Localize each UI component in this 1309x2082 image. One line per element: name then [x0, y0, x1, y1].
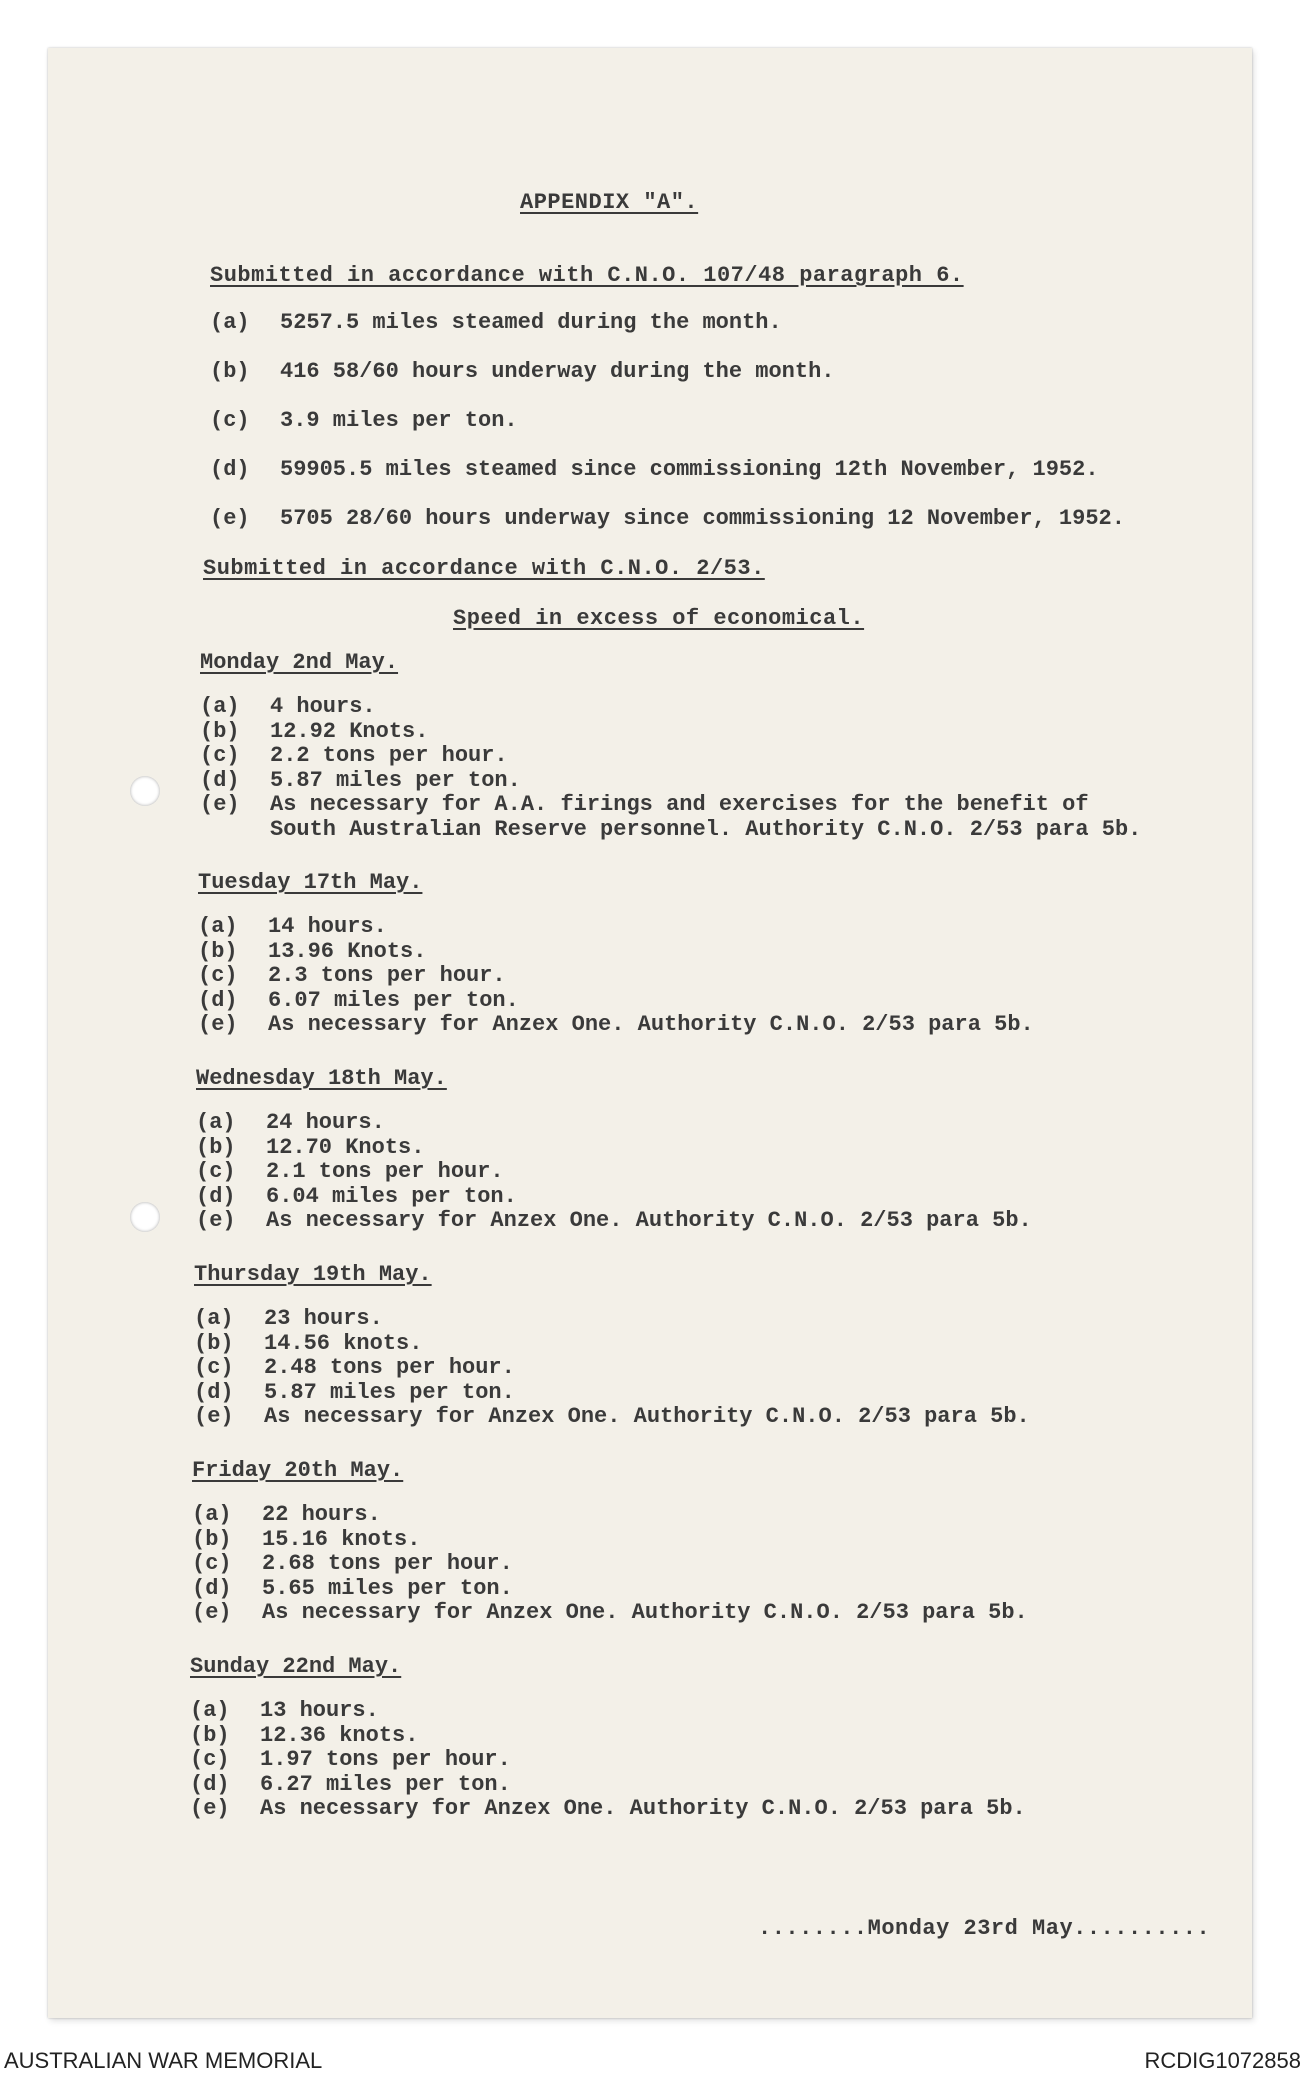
item-label: (c) [192, 1551, 232, 1576]
list-item [190, 1722, 419, 1749]
item-label: (e) [192, 1600, 232, 1625]
day-block-tuesday [198, 870, 1034, 1038]
item-label: (c) [198, 963, 238, 988]
item-label: (d) [198, 987, 238, 1013]
day-block-wednesday [196, 1066, 1032, 1234]
list-item [200, 743, 508, 769]
item-text: 1.97 tons per hour. [260, 1747, 511, 1772]
item-label: (e) [190, 1796, 230, 1821]
section2-heading: Submitted in accordance with C.N.O. 2/53. [203, 556, 765, 581]
item-text: 14.56 knots. [264, 1330, 423, 1356]
page-title: APPENDIX "A". [520, 190, 699, 215]
item-label: (b) [194, 1330, 234, 1356]
item-label: (a) [196, 1110, 236, 1135]
list-item [190, 1796, 1026, 1822]
item-label: (a) [198, 914, 238, 939]
item-text: 12.36 knots. [260, 1722, 419, 1748]
item-label: (c) [200, 743, 240, 768]
item-label: (c) [210, 408, 250, 433]
list-item [192, 1600, 1028, 1626]
list-item [196, 1183, 517, 1210]
day-block-friday [192, 1458, 1028, 1626]
item-text: 15.16 knots. [262, 1526, 421, 1552]
speed-heading: Speed in excess of economical. [453, 606, 865, 631]
item-label: (c) [190, 1747, 230, 1772]
item-label: (d) [192, 1575, 232, 1601]
item-label: (c) [194, 1355, 234, 1380]
list-item [194, 1307, 432, 1332]
day-block-sunday [190, 1654, 1026, 1822]
item-label: (b) [200, 718, 240, 744]
list-item [200, 767, 521, 794]
day-heading: Monday 2nd May. [200, 650, 399, 675]
item-label: (b) [192, 1526, 232, 1552]
item-label: (a) [190, 1698, 230, 1723]
item-text: 2.2 tons per hour. [270, 743, 508, 768]
list-item [196, 1136, 447, 1161]
item-text: As necessary for Anzex One. Authority C.N.O. 2/53 para 5b. [264, 1404, 1030, 1429]
item-text: As necessary for Anzex One. Authority C.N.O. 2/53 para 5b. [260, 1796, 1026, 1821]
item-label: (e) [196, 1208, 236, 1233]
list-item [198, 915, 422, 940]
item-label: (a) [192, 1502, 232, 1527]
list-item [198, 1012, 1034, 1038]
item-label: (e) [194, 1404, 234, 1429]
list-item [192, 1526, 421, 1553]
list-item [192, 1551, 513, 1577]
day-block-monday [200, 650, 1142, 842]
day-heading: Sunday 22nd May. [190, 1654, 402, 1679]
item-text: 2.68 tons per hour. [262, 1551, 513, 1576]
punch-hole [130, 776, 160, 806]
item-text: 5.65 miles per ton. [262, 1575, 513, 1601]
list-item [194, 1379, 515, 1406]
item-label: (a) [200, 694, 240, 719]
punch-hole [130, 1202, 160, 1232]
day-block-thursday [194, 1262, 1030, 1430]
list-item [192, 1575, 513, 1602]
list-item [198, 987, 519, 1014]
list-item [194, 1332, 432, 1357]
list-item [194, 1404, 1030, 1430]
section1-heading: Submitted in accordance with C.N.O. 107/48 paragraph 6. [210, 263, 964, 288]
item-text: 5257.5 miles steamed during the month. [280, 310, 782, 335]
item-text: As necessary for Anzex One. Authority C.N.O. 2/53 para 5b. [262, 1600, 1028, 1625]
item-label: (a) [210, 310, 250, 335]
item-text: 5.87 miles per ton. [264, 1379, 515, 1405]
list-item [192, 1503, 403, 1528]
item-text: 13.96 Knots. [268, 938, 427, 964]
list-item [190, 1747, 511, 1773]
item-label: (e) [200, 792, 240, 817]
item-text: 2.1 tons per hour. [266, 1159, 504, 1184]
day-heading: Wednesday 18th May. [196, 1066, 447, 1091]
list-item [190, 1699, 401, 1724]
item-text: 24 hours. [266, 1110, 385, 1135]
item-text: 13 hours. [260, 1698, 379, 1723]
item-text: As necessary for Anzex One. Authority C.N.O. 2/53 para 5b. [266, 1208, 1032, 1233]
item-text: 416 58/60 hours underway during the month. [280, 359, 835, 384]
list-item [200, 816, 1142, 843]
archive-credit: AUSTRALIAN WAR MEMORIAL [4, 2048, 323, 2073]
list-item [196, 1208, 1032, 1234]
item-text: 5.87 miles per ton. [270, 767, 521, 793]
item-text: 5705 28/60 hours underway since commissioning 12 November, 1952. [280, 506, 1125, 531]
list-item [196, 1159, 504, 1185]
day-heading: Thursday 19th May. [194, 1262, 432, 1287]
list-item [198, 963, 506, 989]
item-text: 6.07 miles per ton. [268, 987, 519, 1013]
item-label: (d) [194, 1379, 234, 1405]
item-text: 3.9 miles per ton. [280, 408, 518, 433]
list-item [194, 1355, 515, 1381]
item-label: (b) [196, 1134, 236, 1160]
item-text: 22 hours. [262, 1502, 381, 1527]
item-text: 59905.5 miles steamed since commissioning 12th November, 1952. [280, 457, 1099, 482]
item-text: 6.04 miles per ton. [266, 1183, 517, 1209]
item-label: (b) [190, 1722, 230, 1748]
item-text: 12.70 Knots. [266, 1134, 425, 1160]
archive-id: RCDIG1072858 [1144, 2048, 1301, 2073]
item-text: 2.3 tons per hour. [268, 963, 506, 988]
day-heading: Tuesday 17th May. [198, 870, 423, 895]
item-text: 2.48 tons per hour. [264, 1355, 515, 1380]
list-item [200, 695, 398, 720]
item-label: (a) [194, 1306, 234, 1331]
list-item [200, 792, 1089, 818]
item-text: 4 hours. [270, 694, 376, 719]
continuation-line: ........Monday 23rd May.......... [758, 1916, 1211, 1941]
item-label: (e) [210, 506, 250, 531]
day-heading: Friday 20th May. [192, 1458, 404, 1483]
list-item [196, 1111, 447, 1136]
item-label: (b) [198, 938, 238, 964]
item-label: (d) [210, 457, 250, 482]
item-text: South Australian Reserve personnel. Authority C.N.O. 2/53 para 5b. [270, 816, 1142, 842]
item-text: As necessary for Anzex One. Authority C.N.O. 2/53 para 5b. [268, 1012, 1034, 1037]
item-label: (e) [198, 1012, 238, 1037]
list-item [190, 1771, 511, 1798]
item-label: (d) [190, 1771, 230, 1797]
item-text: As necessary for A.A. firings and exercises for the benefit of [270, 792, 1089, 817]
item-label: (d) [200, 767, 240, 793]
list-item [200, 718, 429, 745]
item-text: 12.92 Knots. [270, 718, 429, 744]
item-label: (c) [196, 1159, 236, 1184]
item-label: (d) [196, 1183, 236, 1209]
list-item [198, 938, 427, 965]
item-text: 14 hours. [268, 914, 387, 939]
item-label: (b) [210, 359, 250, 384]
item-text: 23 hours. [264, 1306, 383, 1331]
item-text: 6.27 miles per ton. [260, 1771, 511, 1797]
